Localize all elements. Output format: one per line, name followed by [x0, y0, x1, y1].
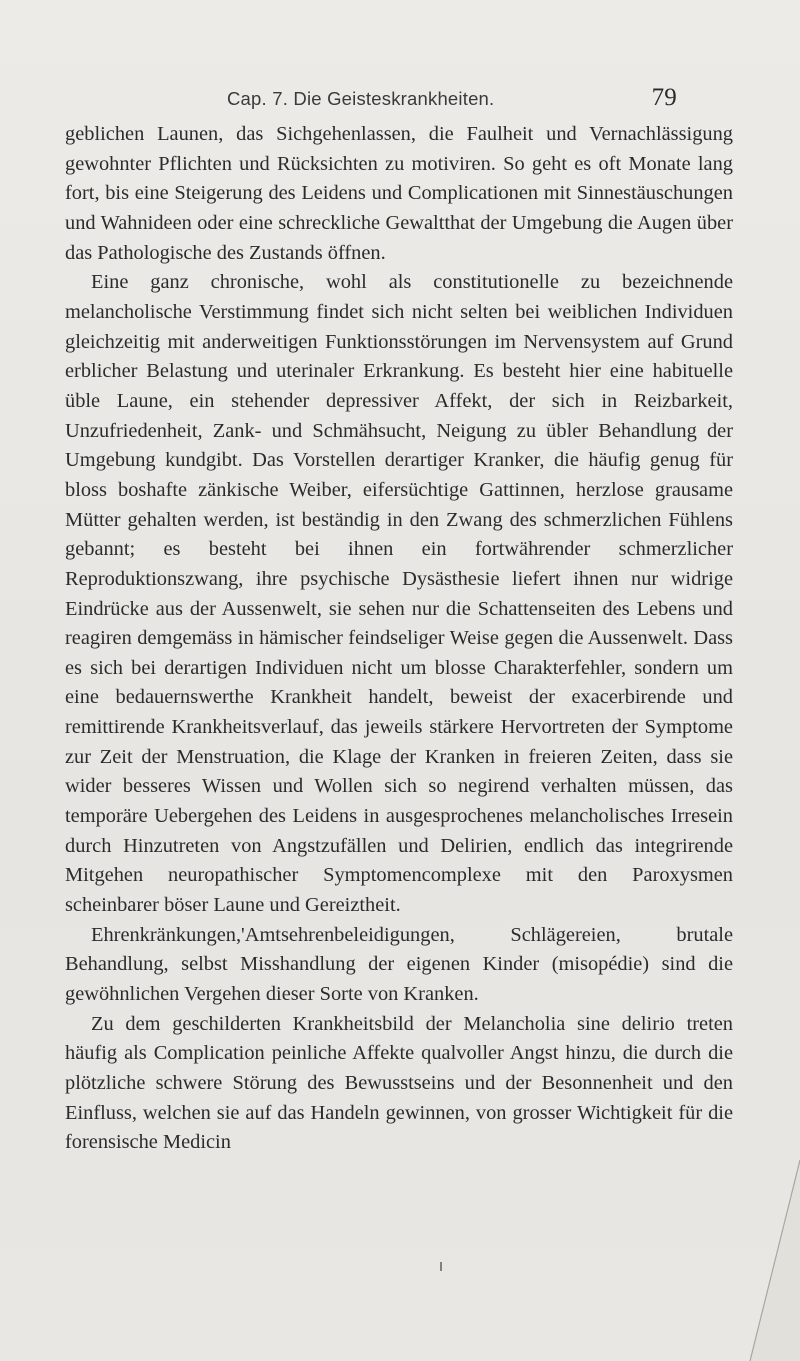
ink-speck — [440, 1262, 444, 1271]
page-number: 79 — [651, 84, 677, 111]
paragraph-1: geblichen Launen, das Sichgehenlassen, die Faulheit und Vernachlässigung gewohnter Pflichten und Rücksichten zu motiviren. So geht es oft Monate lang fort, bis eine Steigerung des Leidens und Complicationen mit Sinnestäuschungen und Wahnideen oder eine schreckliche Gewaltthat der Umgebung die Augen über das Pathologische des Zustands öffnen. — [65, 123, 733, 264]
page-edge-shadow — [690, 1160, 800, 1361]
body-text — [65, 120, 733, 1158]
paragraph-4: Zu dem geschilderten Krankheitsbild der Melancholia sine delirio treten häufig als Complication peinliche Affekte qualvoller Angst hinzu, die durch die plötzliche schwere Störung des Bewusstseins und der Besonnenheit und den Einfluss, welchen sie auf das Handeln gewinnen, von grosser Wichtigkeit für die forensische Medicin — [65, 1012, 733, 1154]
paragraph-2: Eine ganz chronische, wohl als constitutionelle zu bezeichnende melancholische Verstimmung findet sich nicht selten bei weiblichen Individuen gleichzeitig mit anderweitigen Funktionsstörungen im Nervensystem auf Grund erblicher Belastung und uterinaler Erkrankung. Es besteht hier eine habituelle üble Laune, ein stehender depressiver Affekt, der sich in Reizbarkeit, Unzufriedenheit, Zank- und Schmähsucht, Neigung zu übler Behandlung der Umgebung kundgibt. Das Vorstellen derartiger Kranker, die häufig genug für bloss boshafte zänkische Weiber, eifersüchtige Gattinnen, herzlose grausame Mütter gehalten werden, ist beständig in den Zwang des schmerzlichen Fühlens gebannt; es besteht bei ihnen ein fortwährender schmerzlicher Reproduktionszwang, ihre psychische Dysästhesie liefert ihnen nur widrige Eindrücke aus der Aussenwelt, sie sehen nur die Schattenseiten des Lebens und reagiren demgemäss in hämischer feindseliger Weise gegen die Aussenwelt. Dass es sich bei derartigen Individuen nicht um blosse Charakterfehler, sondern um eine bedauernswerthe Krankheit handelt, beweist der exacerbirende und remittirende Krankheitsverlauf, das jeweils stärkere Hervortreten der Symptome zur Zeit der Menstruation, die Klage der Kranken in freieren Zeiten, dass sie wider besseres Wissen und Wollen sich so negirend verhalten müssen, das temporäre Uebergehen des Leidens in ausgesprochenes melancholisches Irresein durch Hinzutreten von Angstzufällen und Delirien, endlich das integrirende Mitgehen neuropathischer Symptomencomplexe mit den Paroxysmen scheinbarer böser Laune und Gereiztheit. — [65, 271, 733, 917]
paragraph-3: Ehrenkränkungen,'Amtsehrenbeleidigungen, Schlägereien, brutale Behandlung, selbst Misshandlung der eigenen Kinder (misopédie) sind die gewöhnlichen Vergehen dieser Sorte von Kranken. — [65, 923, 733, 1006]
running-head — [227, 84, 687, 118]
chapter-heading: Cap. 7. Die Geisteskrankheiten. — [227, 88, 495, 109]
